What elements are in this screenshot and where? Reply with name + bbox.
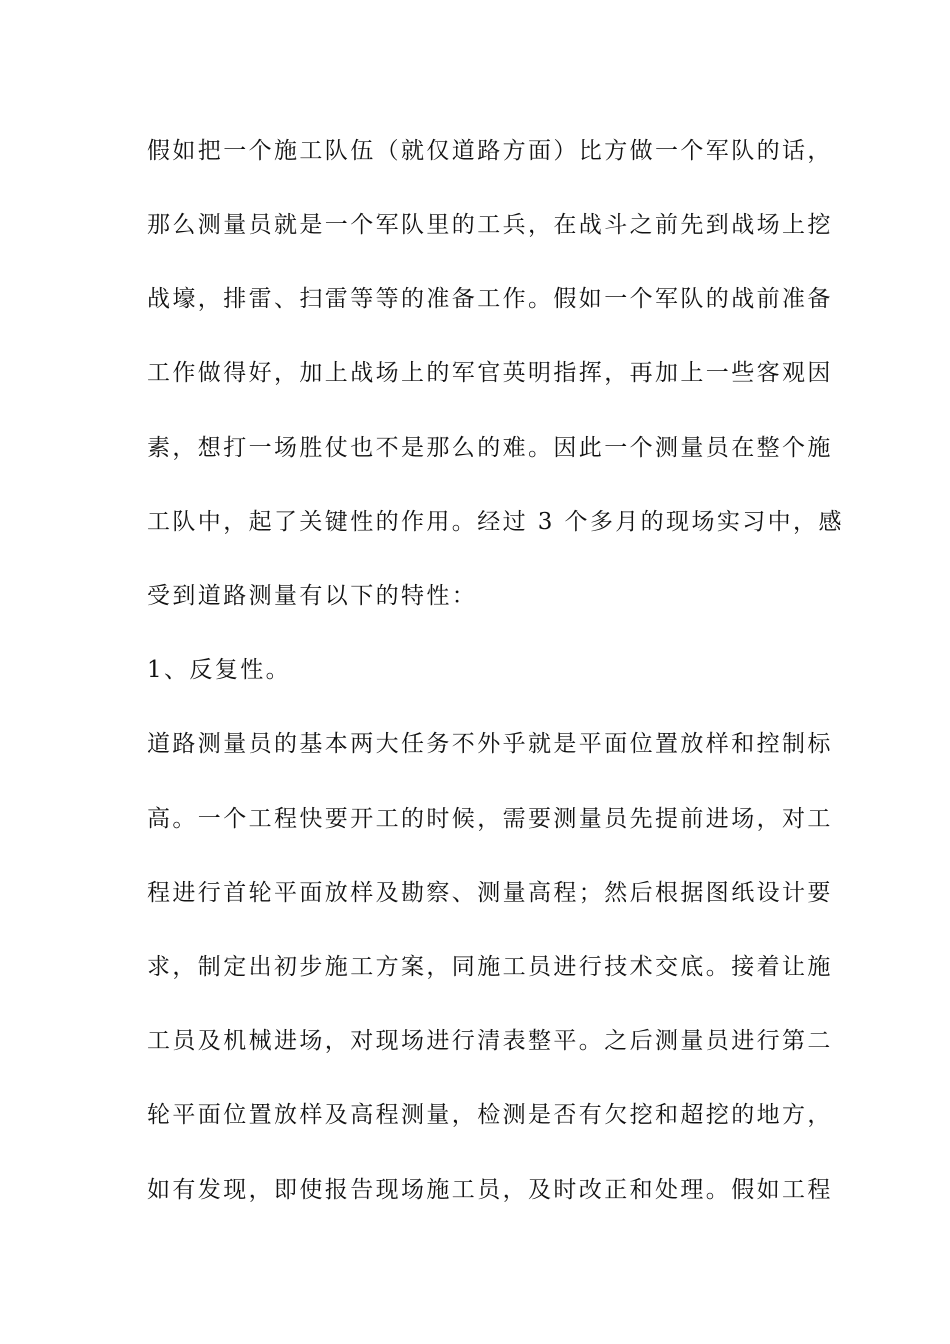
text-line: 素，想打一场胜仗也不是那么的难。因此一个测量员在整个施 xyxy=(147,435,833,461)
text-line: 轮平面位置放样及高程测量，检测是否有欠挖和超挖的地方， xyxy=(147,1102,833,1128)
text-line: 战壕，排雷、扫雷等等的准备工作。假如一个军队的战前准备 xyxy=(147,286,833,312)
text-line: 工队中，起了关键性的作用。经过 3 个多月的现场实习中，感 xyxy=(147,509,844,535)
text-line: 受到道路测量有以下的特性： xyxy=(147,583,478,609)
text-line: 如有发现，即使报告现场施工员，及时改正和处理。假如工程 xyxy=(147,1177,833,1203)
text-line: 那么测量员就是一个军队里的工兵，在战斗之前先到战场上挖 xyxy=(147,212,833,238)
text-line: 工作做得好，加上战场上的军官英明指挥，再加上一些客观因 xyxy=(147,360,833,386)
text-line: 工员及机械进场，对现场进行清表整平。之后测量员进行第二 xyxy=(147,1028,833,1054)
text-line: 假如把一个施工队伍（就仅道路方面）比方做一个军队的话， xyxy=(147,138,833,164)
text-line: 高。一个工程快要开工的时候，需要测量员先提前进场，对工 xyxy=(147,806,833,832)
text-line: 程进行首轮平面放样及勘察、测量高程；然后根据图纸设计要 xyxy=(147,880,833,906)
text-line: 求，制定出初步施工方案，同施工员进行技术交底。接着让施 xyxy=(147,954,833,980)
section-heading: 1、反复性。 xyxy=(147,657,292,683)
text-line: 道路测量员的基本两大任务不外乎就是平面位置放样和控制标 xyxy=(147,731,833,757)
